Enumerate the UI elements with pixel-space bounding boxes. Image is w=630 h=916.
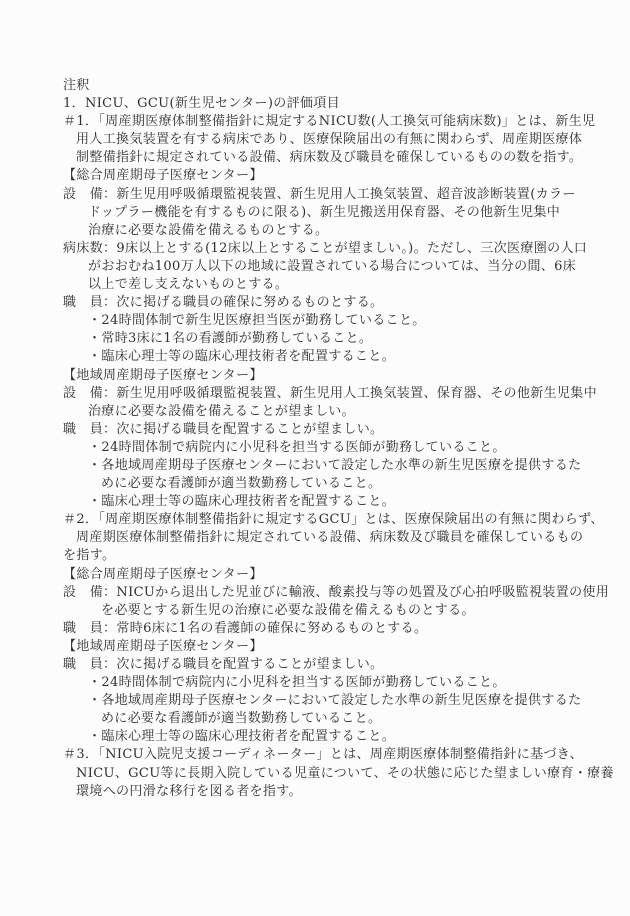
bullet-item: ・各地域周産期母子医療センターにおいて設定した水準の新生児医療を提供するた <box>88 693 582 709</box>
continuation: めに必要な看護師が適当数勤務していること。 <box>101 711 382 727</box>
label-line: 職 員：次に掲げる職員の確保に努めるものとする。 <box>63 295 384 311</box>
numbered-item: 1．NICU、GCU(新生児センター)の評価項目 <box>63 96 340 112</box>
continuation: 以上で差し支えないものとする。 <box>88 277 289 293</box>
continuation: 制整備指針に規定されている設備、病床数及び職員を確保しているものの数を指す。 <box>76 150 583 166</box>
bullet-item: ・24時間体制で新生児医療担当医が勤務していること。 <box>88 313 426 329</box>
label-line: 設 備：新生児用呼吸循環監視装置、新生児用人工換気装置、超音波診断装置(カラー <box>63 186 576 202</box>
bullet-item: ・臨床心理士等の臨床心理技術者を配置すること。 <box>88 349 396 365</box>
continuation: 治療に必要な設備を備えることが望ましい。 <box>88 403 356 419</box>
label-line: 設 備：NICUから退出した児並びに輸液、酸素投与等の処置及び心拍呼吸監視装置の使用 <box>63 584 610 600</box>
bullet-item: ・臨床心理士等の臨床心理技術者を配置すること。 <box>88 729 396 745</box>
continuation: 環境への円滑な移行を図る者を指す。 <box>76 783 302 799</box>
doc-title: 注釈 <box>63 78 90 93</box>
continuation: めに必要な看護師が適当数勤務していること。 <box>101 476 382 492</box>
notes-text-block <box>63 77 615 801</box>
section-heading: 【総合周産期母子医療センター】 <box>63 168 263 184</box>
note-ref: ＃2．「周産期医療体制整備指針に規定するGCU」とは、医療保険届出の有無に関わらず、 <box>63 512 604 528</box>
continuation: を必要とする新生児の治療に必要な設備を備えるものとする。 <box>101 602 475 618</box>
section-heading: 【地域周産期母子医療センター】 <box>63 367 263 383</box>
section-heading: 【総合周産期母子医療センター】 <box>63 566 263 582</box>
continuation: 周産期医療体制整備指針に規定されている設備、病床数及び職員を確保しているもの <box>76 530 584 546</box>
continuation: がおおむね100万人以下の地域に設置されている場合については、当分の間、6床 <box>88 258 577 274</box>
continuation: 治療に必要な設備を備えるものとする。 <box>88 222 329 238</box>
label-line: 病床数：9床以上とする(12床以上とすることが望ましい。)。ただし、三次医療圏の人口 <box>63 240 588 256</box>
bullet-item: ・臨床心理士等の臨床心理技術者を配置すること。 <box>88 494 396 510</box>
label-line: 職 員：常時6床に1名の看護師の確保に努めるものとする。 <box>63 620 428 636</box>
continuation: NICU、GCU等に長期入院している児童について、その状態に応じた望ましい療育・療養 <box>76 765 614 781</box>
bullet-item: ・24時間体制で病院内に小児科を担当する医師が勤務していること。 <box>88 439 506 455</box>
bullet-item: ・常時3床に1名の看護師が勤務していること。 <box>88 331 373 347</box>
label-line: 職 員：次に掲げる職員を配置することが望ましい。 <box>63 421 384 437</box>
note-ref: ＃3．「NICU入院児支援コーディネーター」とは、周産期医療体制整備指針に基づき、 <box>63 747 583 763</box>
bullet-item: ・24時間体制で病院内に小児科を担当する医師が勤務していること。 <box>88 675 506 691</box>
continuation: を指す。 <box>63 548 116 564</box>
label-line: 職 員：次に掲げる職員を配置することが望ましい。 <box>63 657 384 672</box>
note-ref: ＃1．「周産期医療体制整備指針に規定するNICU数(人工換気可能病床数)」とは、新生児 <box>63 114 596 130</box>
bullet-item: ・各地域周産期母子医療センターにおいて設定した水準の新生児医療を提供するた <box>88 457 582 473</box>
section-heading: 【地域周産期母子医療センター】 <box>63 638 263 654</box>
label-line: 設 備：新生児用呼吸循環監視装置、新生児用人工換気装置、保育器、その他新生児集中 <box>63 385 598 401</box>
continuation: ドップラー機能を有するものに限る)、新生児搬送用保育器、その他新生児集中 <box>88 204 561 220</box>
continuation: 用人工換気装置を有する病床であり、医療保険届出の有無に関わらず、周産期医療体 <box>76 132 583 148</box>
